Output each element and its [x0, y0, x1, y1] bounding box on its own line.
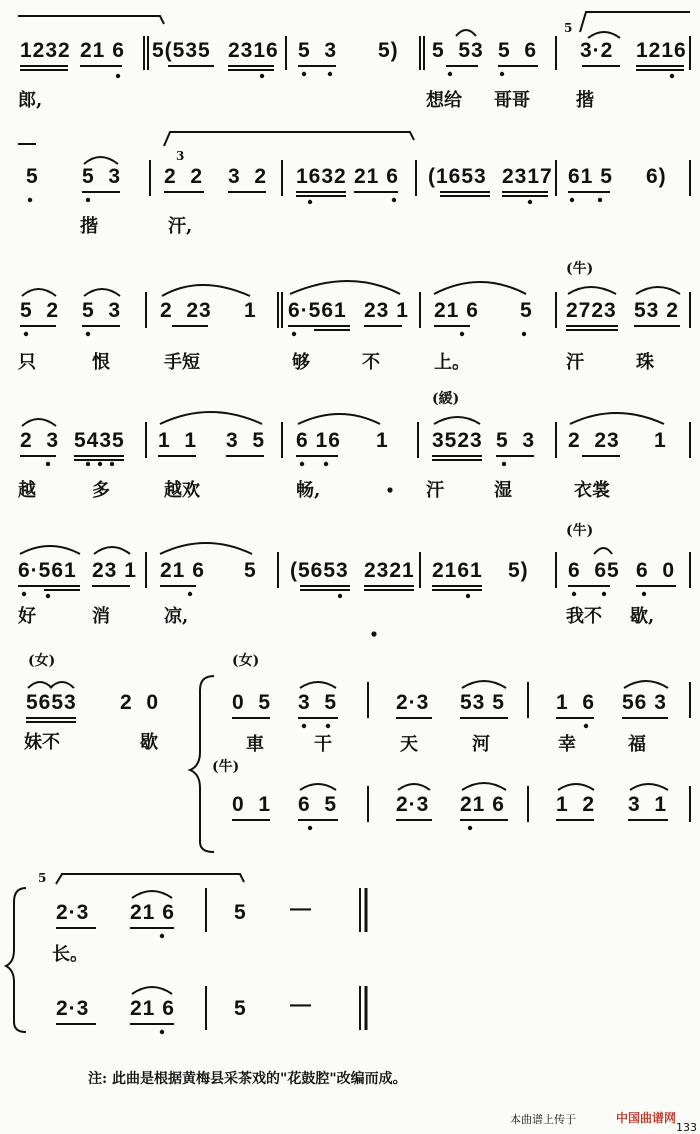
lyric: 凉, — [164, 606, 189, 627]
note-group: 3 5 — [226, 429, 266, 452]
slur — [568, 287, 616, 294]
lyric: 天 — [400, 734, 418, 755]
note-group: 5 3 — [298, 39, 338, 62]
lyric: 我不 — [566, 606, 602, 627]
voice-tag: (牛) — [566, 261, 594, 277]
note-group: 2723 — [566, 299, 617, 322]
slur — [28, 682, 52, 688]
grace-note: 3 — [176, 149, 185, 163]
note-group: 6 0 — [636, 559, 676, 582]
lyric: 汗 — [426, 480, 444, 501]
note-group: (5653 — [290, 559, 349, 582]
slur — [22, 289, 56, 296]
note-group: 1 2 — [556, 793, 596, 816]
lyric: 福 — [628, 734, 646, 755]
slur — [462, 681, 506, 688]
note-group: 5) — [378, 39, 399, 62]
note-group: 1632 — [296, 165, 347, 188]
phrase-bracket — [18, 16, 164, 24]
lyric: 哥哥 — [494, 90, 530, 111]
note-group: 1 — [376, 429, 389, 452]
note-group: 53 5 — [460, 691, 505, 714]
note-group: 2·3 — [56, 997, 90, 1020]
note-group: 2 0 — [120, 691, 160, 714]
phrase-bracket — [56, 874, 244, 884]
slur — [84, 289, 120, 296]
voice-tag: (女) — [232, 653, 260, 669]
note-group: 21 6 — [460, 793, 505, 816]
site-logo-text: 中国曲谱网 — [616, 1111, 677, 1125]
note-group: 5 — [244, 559, 257, 582]
lyric: 歇, — [630, 606, 655, 627]
lyric: 够 — [292, 352, 310, 373]
lyric: 手短 — [164, 352, 200, 373]
lyric: 河 — [472, 734, 490, 755]
note-group: 2 3 — [20, 429, 60, 452]
note-group: 6 16 — [296, 429, 341, 452]
phrase-bracket — [164, 132, 414, 146]
lyric: 恨 — [92, 352, 110, 373]
slur — [132, 891, 172, 898]
slur — [300, 682, 336, 688]
note-group: 5 6 — [498, 39, 538, 62]
lyric: 消 — [92, 606, 110, 627]
voice-tag: (女) — [28, 653, 56, 669]
note-group: 1 1 — [158, 429, 198, 452]
lyric: 上。 — [434, 352, 470, 373]
lyric: 衣裳 — [574, 480, 610, 501]
phrase-bracket — [580, 12, 690, 32]
note-group: 3·2 — [580, 39, 614, 62]
note-group: 21 6 — [130, 901, 175, 924]
lyric: 好 — [18, 606, 36, 627]
lyric: 越欢 — [164, 480, 200, 501]
lyric: 干 — [314, 734, 332, 755]
slur — [132, 987, 172, 994]
note-group: 5 53 — [432, 39, 484, 62]
note-group: 2321 — [364, 559, 415, 582]
lyric: 妹不 — [24, 732, 60, 753]
note-group: 5 3 — [82, 165, 122, 188]
credit-text: 本曲谱上传于 — [510, 1113, 576, 1126]
system-brace — [190, 676, 214, 852]
footnote: 注: 此曲是根据黄梅县采茶戏的"花鼓腔"改编而成。 — [88, 1071, 407, 1087]
voice-tag: (牛) — [566, 523, 594, 539]
note-group: 21 6 — [434, 299, 479, 322]
lyric: 越 — [18, 480, 36, 501]
slur — [94, 547, 130, 554]
note-group: 5435 — [74, 429, 125, 452]
note-group: 5(535 — [152, 39, 211, 62]
note-group: 21 6 — [80, 39, 125, 62]
note-group: (1653 — [428, 165, 487, 188]
note-group: 5 3 — [496, 429, 536, 452]
grace-note: 5 — [564, 21, 573, 35]
note-group: 1232 — [20, 39, 71, 62]
note-group: 0 5 — [232, 691, 272, 714]
note-group: 21 6 — [160, 559, 205, 582]
note-group: 2317 — [502, 165, 553, 188]
note-group: 1216 — [636, 39, 687, 62]
slur — [630, 784, 668, 790]
lyric: 幸 — [558, 734, 576, 755]
lyric: 不 — [362, 352, 380, 373]
lyric: 歇 — [140, 732, 158, 753]
lyric: 畅, — [296, 480, 321, 501]
system-brace — [6, 888, 26, 1032]
slur — [434, 417, 480, 424]
slur — [20, 546, 80, 554]
note-group: 2161 — [432, 559, 483, 582]
note-group: 6) — [646, 165, 667, 188]
lyric: 湿 — [494, 480, 512, 501]
slur — [456, 30, 476, 36]
note-group: 5 2 — [20, 299, 60, 322]
note-group: 2·3 — [396, 793, 430, 816]
note-group: 2·3 — [56, 901, 90, 924]
note-group: 6·561 — [18, 559, 77, 582]
note-group: 2316 — [228, 39, 279, 62]
note-group: 2 23 — [160, 299, 212, 322]
page-number: 133 — [676, 1122, 697, 1134]
slur — [462, 783, 506, 790]
slur — [160, 412, 262, 424]
slur — [300, 784, 336, 790]
slur — [624, 681, 668, 688]
slur — [636, 287, 680, 294]
note-group: 3 2 — [228, 165, 268, 188]
note-group: 5 — [26, 165, 39, 188]
slur — [50, 682, 74, 688]
note-group: 3 1 — [628, 793, 668, 816]
note-group: 6 5 — [298, 793, 338, 816]
slur — [162, 285, 250, 296]
lyric: 汗 — [566, 352, 584, 373]
lyric: 想给 — [426, 90, 462, 111]
note-group: 61 5 — [568, 165, 613, 188]
note-group: 5653 — [26, 691, 77, 714]
note-group: 5 3 — [82, 299, 122, 322]
lyric: 珠 — [636, 352, 654, 373]
slur — [588, 32, 620, 38]
note-group: 2·3 — [396, 691, 430, 714]
note-group: 3 5 — [298, 691, 338, 714]
slur — [22, 419, 56, 426]
slur — [434, 282, 526, 294]
note-group: 5) — [508, 559, 529, 582]
note-group: 21 6 — [354, 165, 399, 188]
slur — [570, 413, 664, 424]
tempo-tag: (緩) — [432, 391, 460, 407]
slur — [298, 414, 380, 424]
note-group: 2 2 — [164, 165, 204, 188]
note-group: 23 1 — [92, 559, 137, 582]
note-group: 2 23 — [568, 429, 620, 452]
lyric: 只 — [18, 352, 36, 373]
slur — [594, 548, 612, 554]
lyric: 郎, — [18, 90, 43, 111]
note-group: 3523 — [432, 429, 483, 452]
note-group: 5 — [520, 299, 533, 322]
lyric: 揩 — [576, 90, 594, 111]
note-group: 0 1 — [232, 793, 272, 816]
note-group: 6·561 — [288, 299, 347, 322]
lyric: 汗, — [168, 216, 193, 237]
note-group: 23 1 — [364, 299, 409, 322]
lyric: 多 — [92, 480, 110, 501]
slur — [398, 784, 430, 790]
sustain-dash: — — [290, 897, 312, 920]
note-group: 5 — [234, 901, 247, 924]
slur — [558, 784, 594, 790]
note-group: 1 — [654, 429, 667, 452]
grace-note: 5 — [38, 871, 47, 885]
lyric: 車 — [246, 734, 264, 755]
note-group: 56 3 — [622, 691, 667, 714]
note-group: 53 2 — [634, 299, 679, 322]
note-group: 5 — [234, 997, 247, 1020]
slur — [160, 543, 252, 554]
note-group: 21 6 — [130, 997, 175, 1020]
lyric: 揩 — [80, 216, 98, 237]
slur — [84, 157, 118, 164]
note-group: 1 6 — [556, 691, 596, 714]
note-group: 1 — [244, 299, 257, 322]
sustain-dash: — — [290, 993, 312, 1016]
voice-tag: (牛) — [212, 759, 240, 775]
slur — [290, 281, 400, 294]
note-group: 6 65 — [568, 559, 620, 582]
lyric: 长。 — [52, 944, 88, 965]
